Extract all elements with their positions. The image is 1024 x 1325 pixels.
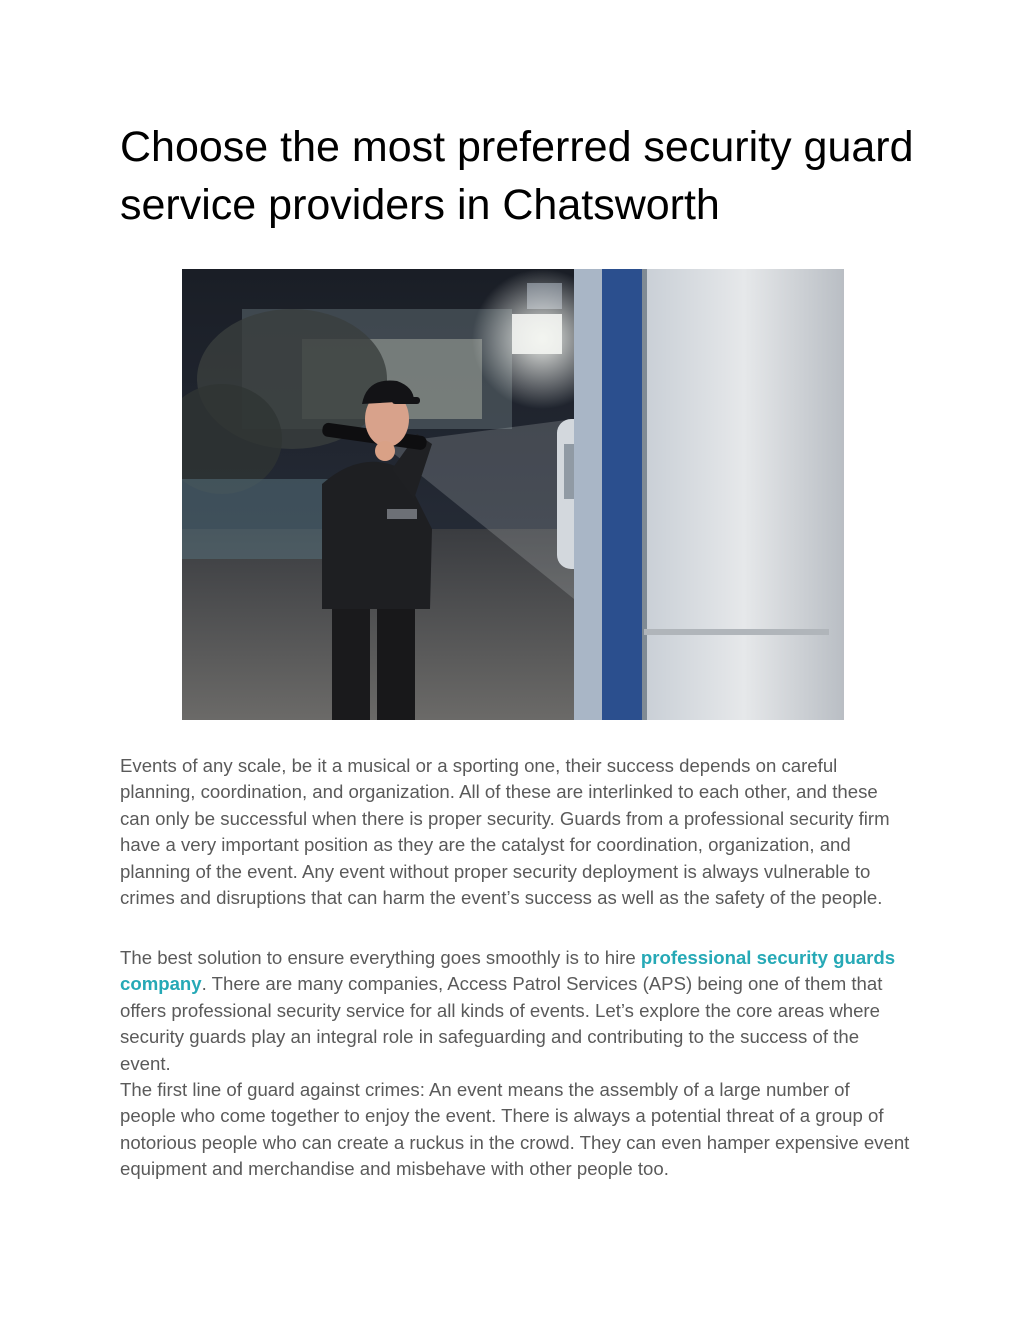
paragraph-solution-text-before: The best solution to ensure everything goes smoothly is to hire xyxy=(120,947,641,968)
professional-security-guards-link[interactable]: professional security guards company xyxy=(120,947,896,995)
paragraph-solution-text-after: . There are many companies, Access Patrol Services (APS) being one of them that offers professional security service for all kinds of events. Let’s explore the core areas where security guards play an integral role in safeguarding and contributing to the success of the event. xyxy=(120,973,883,1074)
page-title: Choose the most preferred security guard service providers in Chatsworth xyxy=(120,123,914,229)
security-guard-photo xyxy=(182,269,844,720)
paragraph-first-line-of-guard: The first line of guard against crimes: An event means the assembly of a large number of people who come together to enjoy the event. There is always a potential threat of a group of notorious people who can create a ruckus in the crowd. They can even hamper expensive event equipment and merchandise and misbehave with other people too. xyxy=(120,1079,910,1180)
paragraph-solution xyxy=(120,945,910,1077)
paragraph-intro: Events of any scale, be it a musical or a sporting one, their success depends on careful planning, coordination, and organization. All of these are interlinked to each other, and these can only be successful when there is proper security. Guards from a professional security firm have a very important position as they are the catalyst for coordination, organization, and planning of the event. Any event without proper security deployment is always vulnerable to crimes and disruptions that can harm the event’s success as well as the safety of the people. xyxy=(120,755,890,909)
security-guard-illustration xyxy=(182,269,844,720)
